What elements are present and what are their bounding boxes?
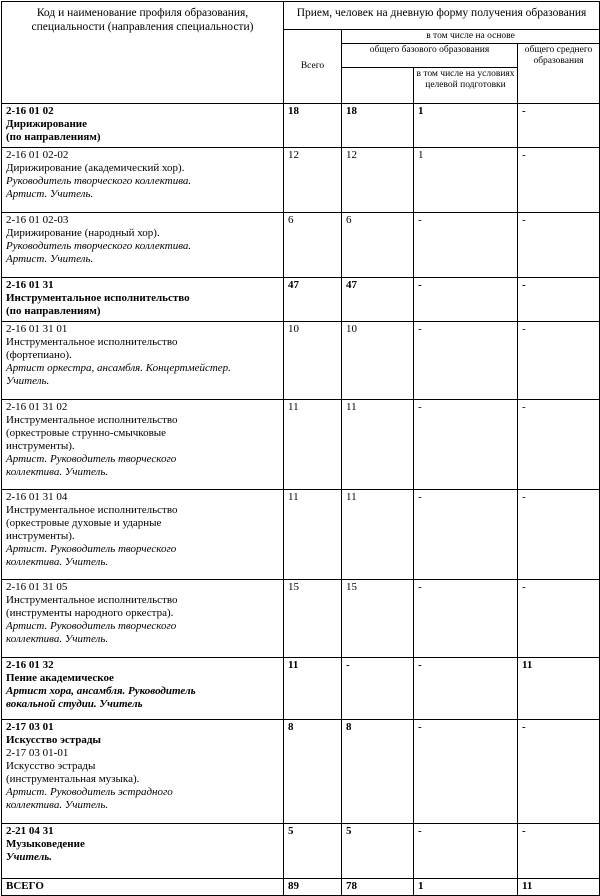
specialty-line: Артист. Руководитель творческого [6,453,177,465]
secondary-value: - [518,322,600,400]
specialty-line: 2-16 01 32 [6,659,54,671]
specialty-line: инструменты). [6,530,75,542]
specialty-line: Дирижирование [6,118,88,130]
specialty-line: Пение академическое [6,672,114,684]
secondary-value: - [518,213,600,278]
target-value: - [414,658,518,720]
table-row [2,658,600,720]
specialty-line: (инструменты народного оркестра). [6,607,174,619]
header-including: в том числе на основе [342,30,600,44]
basic-value: 6 [342,213,414,278]
secondary-value: 11 [518,658,600,720]
table-row [2,278,600,322]
specialty-line: Артист оркестра, ансамбля. Концертмейстер. [6,362,231,374]
target-value: - [414,322,518,400]
secondary-value: - [518,824,600,879]
specialty-cell [2,824,284,879]
specialty-line: (оркестровые духовые и ударные [6,517,162,529]
basic-value: 10 [342,322,414,400]
secondary-value: - [518,278,600,322]
specialty-line: Руководитель творческого коллектива. [6,175,192,187]
secondary-value: 11 [518,879,600,896]
specialty-cell [2,104,284,148]
specialty-line: (фортепиано). [6,349,72,361]
specialty-line: коллектива. Учитель. [6,556,109,568]
specialty-cell [2,278,284,322]
specialty-line: Учитель. [6,851,52,863]
specialty-line: коллектива. Учитель. [6,466,109,478]
specialty-line: Дирижирование (народный хор). [6,227,160,239]
basic-value: 18 [342,104,414,148]
specialty-line: коллектива. Учитель. [6,799,109,811]
specialty-line: 2-16 01 31 [6,279,54,291]
table-row [2,824,600,879]
specialty-line: ВСЕГО [6,880,44,892]
total-value: 89 [284,879,342,896]
target-value: - [414,720,518,824]
table-row [2,148,600,213]
specialty-line: 2-16 01 02-02 [6,149,69,161]
specialty-line: (инструментальная музыка). [6,773,140,785]
specialty-line: (по направлениям) [6,305,101,317]
header-target: в том числе на условиях целевой подготовки [414,68,518,104]
specialty-line: Искусство эстрады [6,734,102,746]
specialty-line: 2-16 01 31 01 [6,323,68,335]
specialty-cell [2,658,284,720]
specialty-line: Инструментальное исполнительство [6,504,178,516]
admission-table [1,1,600,896]
target-value: - [414,278,518,322]
secondary-value: - [518,580,600,658]
table-row [2,322,600,400]
table-row [2,580,600,658]
total-value: 11 [284,658,342,720]
basic-value: 8 [342,720,414,824]
basic-value: 15 [342,580,414,658]
specialty-line: вокальной студии. Учитель [6,698,143,710]
basic-value: 12 [342,148,414,213]
total-value: 10 [284,322,342,400]
specialty-cell [2,720,284,824]
specialty-cell [2,213,284,278]
table-row [2,720,600,824]
basic-value: 78 [342,879,414,896]
specialty-line: Артист. Руководитель эстрадного [6,786,173,798]
specialty-cell [2,148,284,213]
specialty-cell [2,322,284,400]
specialty-line: 2-21 04 31 [6,825,54,837]
secondary-value: - [518,148,600,213]
specialty-line: Учитель. [6,375,50,387]
specialty-line: Искусство эстрады [6,760,96,772]
target-value: 1 [414,104,518,148]
specialty-line: Руководитель творческого коллектива. [6,240,192,252]
basic-value: 47 [342,278,414,322]
specialty-line: (оркестровые струнно-смычковые [6,427,167,439]
specialty-cell [2,400,284,490]
basic-value: - [342,658,414,720]
total-value: 12 [284,148,342,213]
target-value: - [414,490,518,580]
specialty-line: Артист. Руководитель творческого [6,543,177,555]
basic-value: 5 [342,824,414,879]
table-row [2,213,600,278]
target-value: 1 [414,148,518,213]
specialty-line: Инструментальное исполнительство [6,292,190,304]
target-value: - [414,580,518,658]
specialty-line: (по направлениям) [6,131,101,143]
specialty-line: Артист. Учитель. [6,188,94,200]
specialty-line: Артист. Учитель. [6,253,94,265]
target-value: - [414,400,518,490]
basic-value: 11 [342,490,414,580]
total-value: 5 [284,824,342,879]
specialty-cell [2,490,284,580]
specialty-line: Инструментальное исполнительство [6,414,178,426]
target-value: - [414,824,518,879]
specialty-line: Дирижирование (академический хор). [6,162,185,174]
specialty-line: 2-16 01 31 05 [6,581,68,593]
total-value: 6 [284,213,342,278]
specialty-line: Музыковедение [6,838,85,850]
total-value: 11 [284,400,342,490]
basic-value: 11 [342,400,414,490]
specialty-line: 2-16 01 31 04 [6,491,68,503]
specialty-line: Артист хора, ансамбля. Руководитель [6,685,196,697]
specialty-line: Инструментальное исполнительство [6,336,178,348]
table-row [2,104,600,148]
specialty-line: инструменты). [6,440,75,452]
secondary-value: - [518,104,600,148]
target-value: 1 [414,879,518,896]
total-value: 11 [284,490,342,580]
specialty-line: 2-16 01 31 02 [6,401,68,413]
table-body [2,104,600,896]
specialty-line: Артист. Руководитель творческого [6,620,177,632]
total-value: 18 [284,104,342,148]
table-row [2,490,600,580]
specialty-line: 2-17 03 01 [6,721,54,733]
header-admission: Прием, человек на дневную форму получения образования [284,2,600,30]
specialty-line: Инструментальное исполнительство [6,594,178,606]
secondary-value: - [518,490,600,580]
specialty-line: коллектива. Учитель. [6,633,109,645]
secondary-value: - [518,720,600,824]
specialty-line: 2-17 03 01-01 [6,747,69,759]
table-row [2,400,600,490]
header-specialty: Код и наименование профиля образования, специальности (направления специальности) [2,2,284,104]
total-value: 47 [284,278,342,322]
total-value: 8 [284,720,342,824]
secondary-value: - [518,400,600,490]
header-total: Всего [284,30,342,104]
header-secondary: общего среднего образования [518,44,600,104]
specialty-line: 2-16 01 02 [6,105,54,117]
total-value: 15 [284,580,342,658]
header-basic: общего базового образования [342,44,518,68]
target-value: - [414,213,518,278]
specialty-line: 2-16 01 02-03 [6,214,69,226]
specialty-cell [2,580,284,658]
